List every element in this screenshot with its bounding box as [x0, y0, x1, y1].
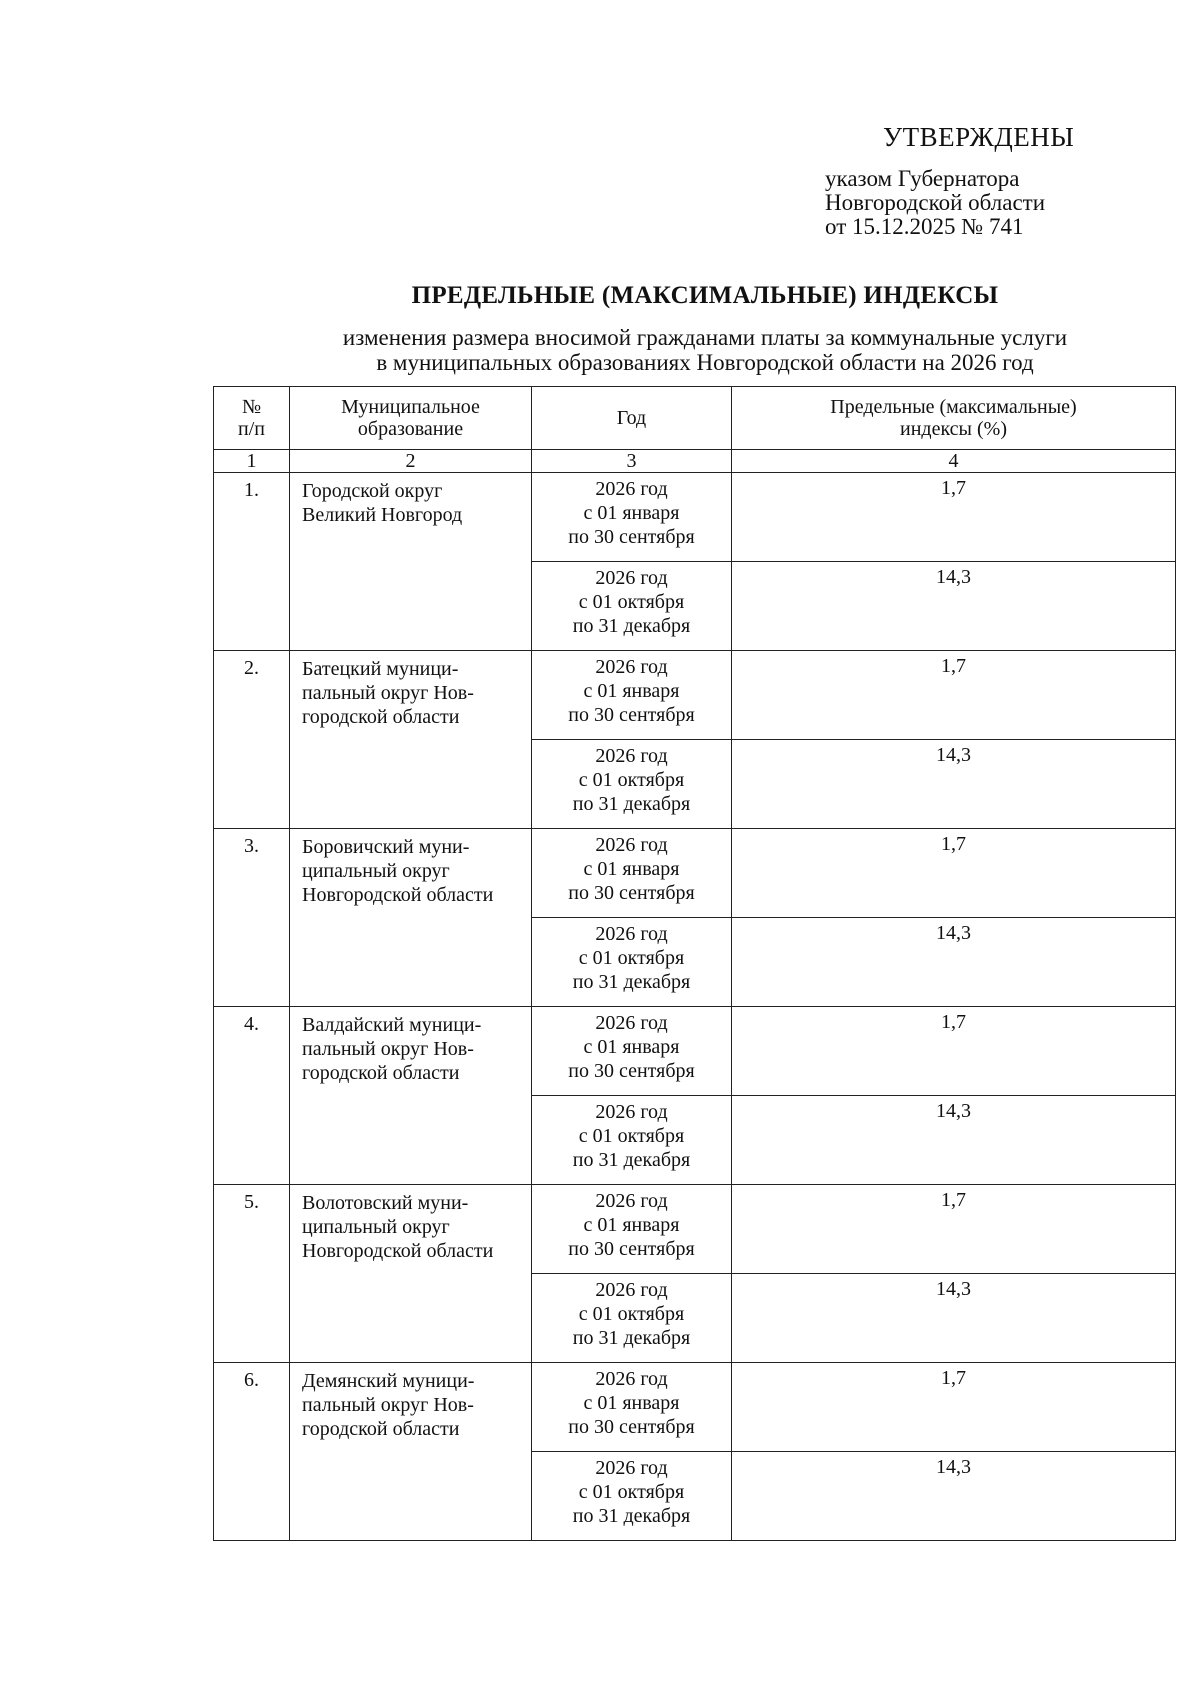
index-cell: 14,3	[732, 1096, 1176, 1185]
index-cell: 14,3	[732, 1274, 1176, 1363]
indices-table	[213, 386, 1176, 1541]
period-cell: 2026 год с 01 октября по 31 декабря	[532, 918, 732, 1007]
header-number: № п/п	[214, 387, 290, 450]
header-index: Предельные (максимальные) индексы (%)	[732, 387, 1176, 450]
approval-line-2: Новгородской области	[825, 190, 1046, 215]
municipality-name: Батецкий муници- пальный округ Нов- городской области	[290, 651, 532, 829]
period-cell: 2026 год с 01 января по 30 сентября	[532, 651, 732, 740]
period-cell: 2026 год с 01 января по 30 сентября	[532, 1185, 732, 1274]
municipality-name: Валдайский муници- пальный округ Нов- городской области	[290, 1007, 532, 1185]
approval-block	[825, 122, 1155, 239]
index-cell: 14,3	[732, 1452, 1176, 1541]
table-body	[214, 473, 1176, 1541]
period-cell: 2026 год с 01 октября по 31 декабря	[532, 1452, 732, 1541]
column-number-3: 3	[532, 450, 732, 473]
table-row	[214, 829, 1176, 918]
index-cell: 1,7	[732, 1007, 1176, 1096]
index-cell: 14,3	[732, 562, 1176, 651]
column-number-row	[214, 450, 1176, 473]
row-number: 3.	[214, 829, 290, 1007]
row-number: 6.	[214, 1363, 290, 1541]
subtitle-line-1: изменения размера вносимой гражданами платы за коммунальные услуги	[342, 325, 1068, 350]
table-row	[214, 651, 1176, 740]
document-title: ПРЕДЕЛЬНЫЕ (МАКСИМАЛЬНЫЕ) ИНДЕКСЫ	[411, 282, 999, 309]
approval-line-1: указом Губернатора	[825, 166, 1020, 191]
subtitle-line-2: в муниципальных образованиях Новгородской области на 2026 год	[376, 350, 1034, 375]
period-cell: 2026 год с 01 октября по 31 декабря	[532, 1096, 732, 1185]
header-municipality: Муниципальное образование	[290, 387, 532, 450]
table-row	[214, 473, 1176, 562]
index-cell: 1,7	[732, 473, 1176, 562]
document-subtitle	[230, 325, 1180, 375]
index-cell: 14,3	[732, 740, 1176, 829]
index-cell: 1,7	[732, 1185, 1176, 1274]
row-number: 4.	[214, 1007, 290, 1185]
row-number: 2.	[214, 651, 290, 829]
period-cell: 2026 год с 01 октября по 31 декабря	[532, 1274, 732, 1363]
municipality-name: Демянский муници- пальный округ Нов- городской области	[290, 1363, 532, 1541]
table-row	[214, 1363, 1176, 1452]
period-cell: 2026 год с 01 января по 30 сентября	[532, 829, 732, 918]
index-cell: 1,7	[732, 1363, 1176, 1452]
approval-heading: УТВЕРЖДЕНЫ	[883, 122, 1075, 152]
approval-line-3: от 15.12.2025 № 741	[825, 214, 1024, 239]
period-cell: 2026 год с 01 октября по 31 декабря	[532, 740, 732, 829]
index-cell: 14,3	[732, 918, 1176, 1007]
table-row	[214, 1007, 1176, 1096]
header-year: Год	[532, 387, 732, 450]
column-number-2: 2	[290, 450, 532, 473]
municipality-name: Волотовский муни- ципальный округ Новгородской области	[290, 1185, 532, 1363]
index-cell: 1,7	[732, 651, 1176, 740]
period-cell: 2026 год с 01 января по 30 сентября	[532, 1363, 732, 1452]
index-cell: 1,7	[732, 829, 1176, 918]
municipality-name: Боровичский муни- ципальный округ Новгородской области	[290, 829, 532, 1007]
period-cell: 2026 год с 01 октября по 31 декабря	[532, 562, 732, 651]
period-cell: 2026 год с 01 января по 30 сентября	[532, 473, 732, 562]
table-row	[214, 1185, 1176, 1274]
row-number: 1.	[214, 473, 290, 651]
row-number: 5.	[214, 1185, 290, 1363]
municipality-name: Городской округ Великий Новгород	[290, 473, 532, 651]
table-header-row	[214, 387, 1176, 450]
approval-details	[825, 167, 1155, 239]
column-number-4: 4	[732, 450, 1176, 473]
period-cell: 2026 год с 01 января по 30 сентября	[532, 1007, 732, 1096]
column-number-1: 1	[214, 450, 290, 473]
